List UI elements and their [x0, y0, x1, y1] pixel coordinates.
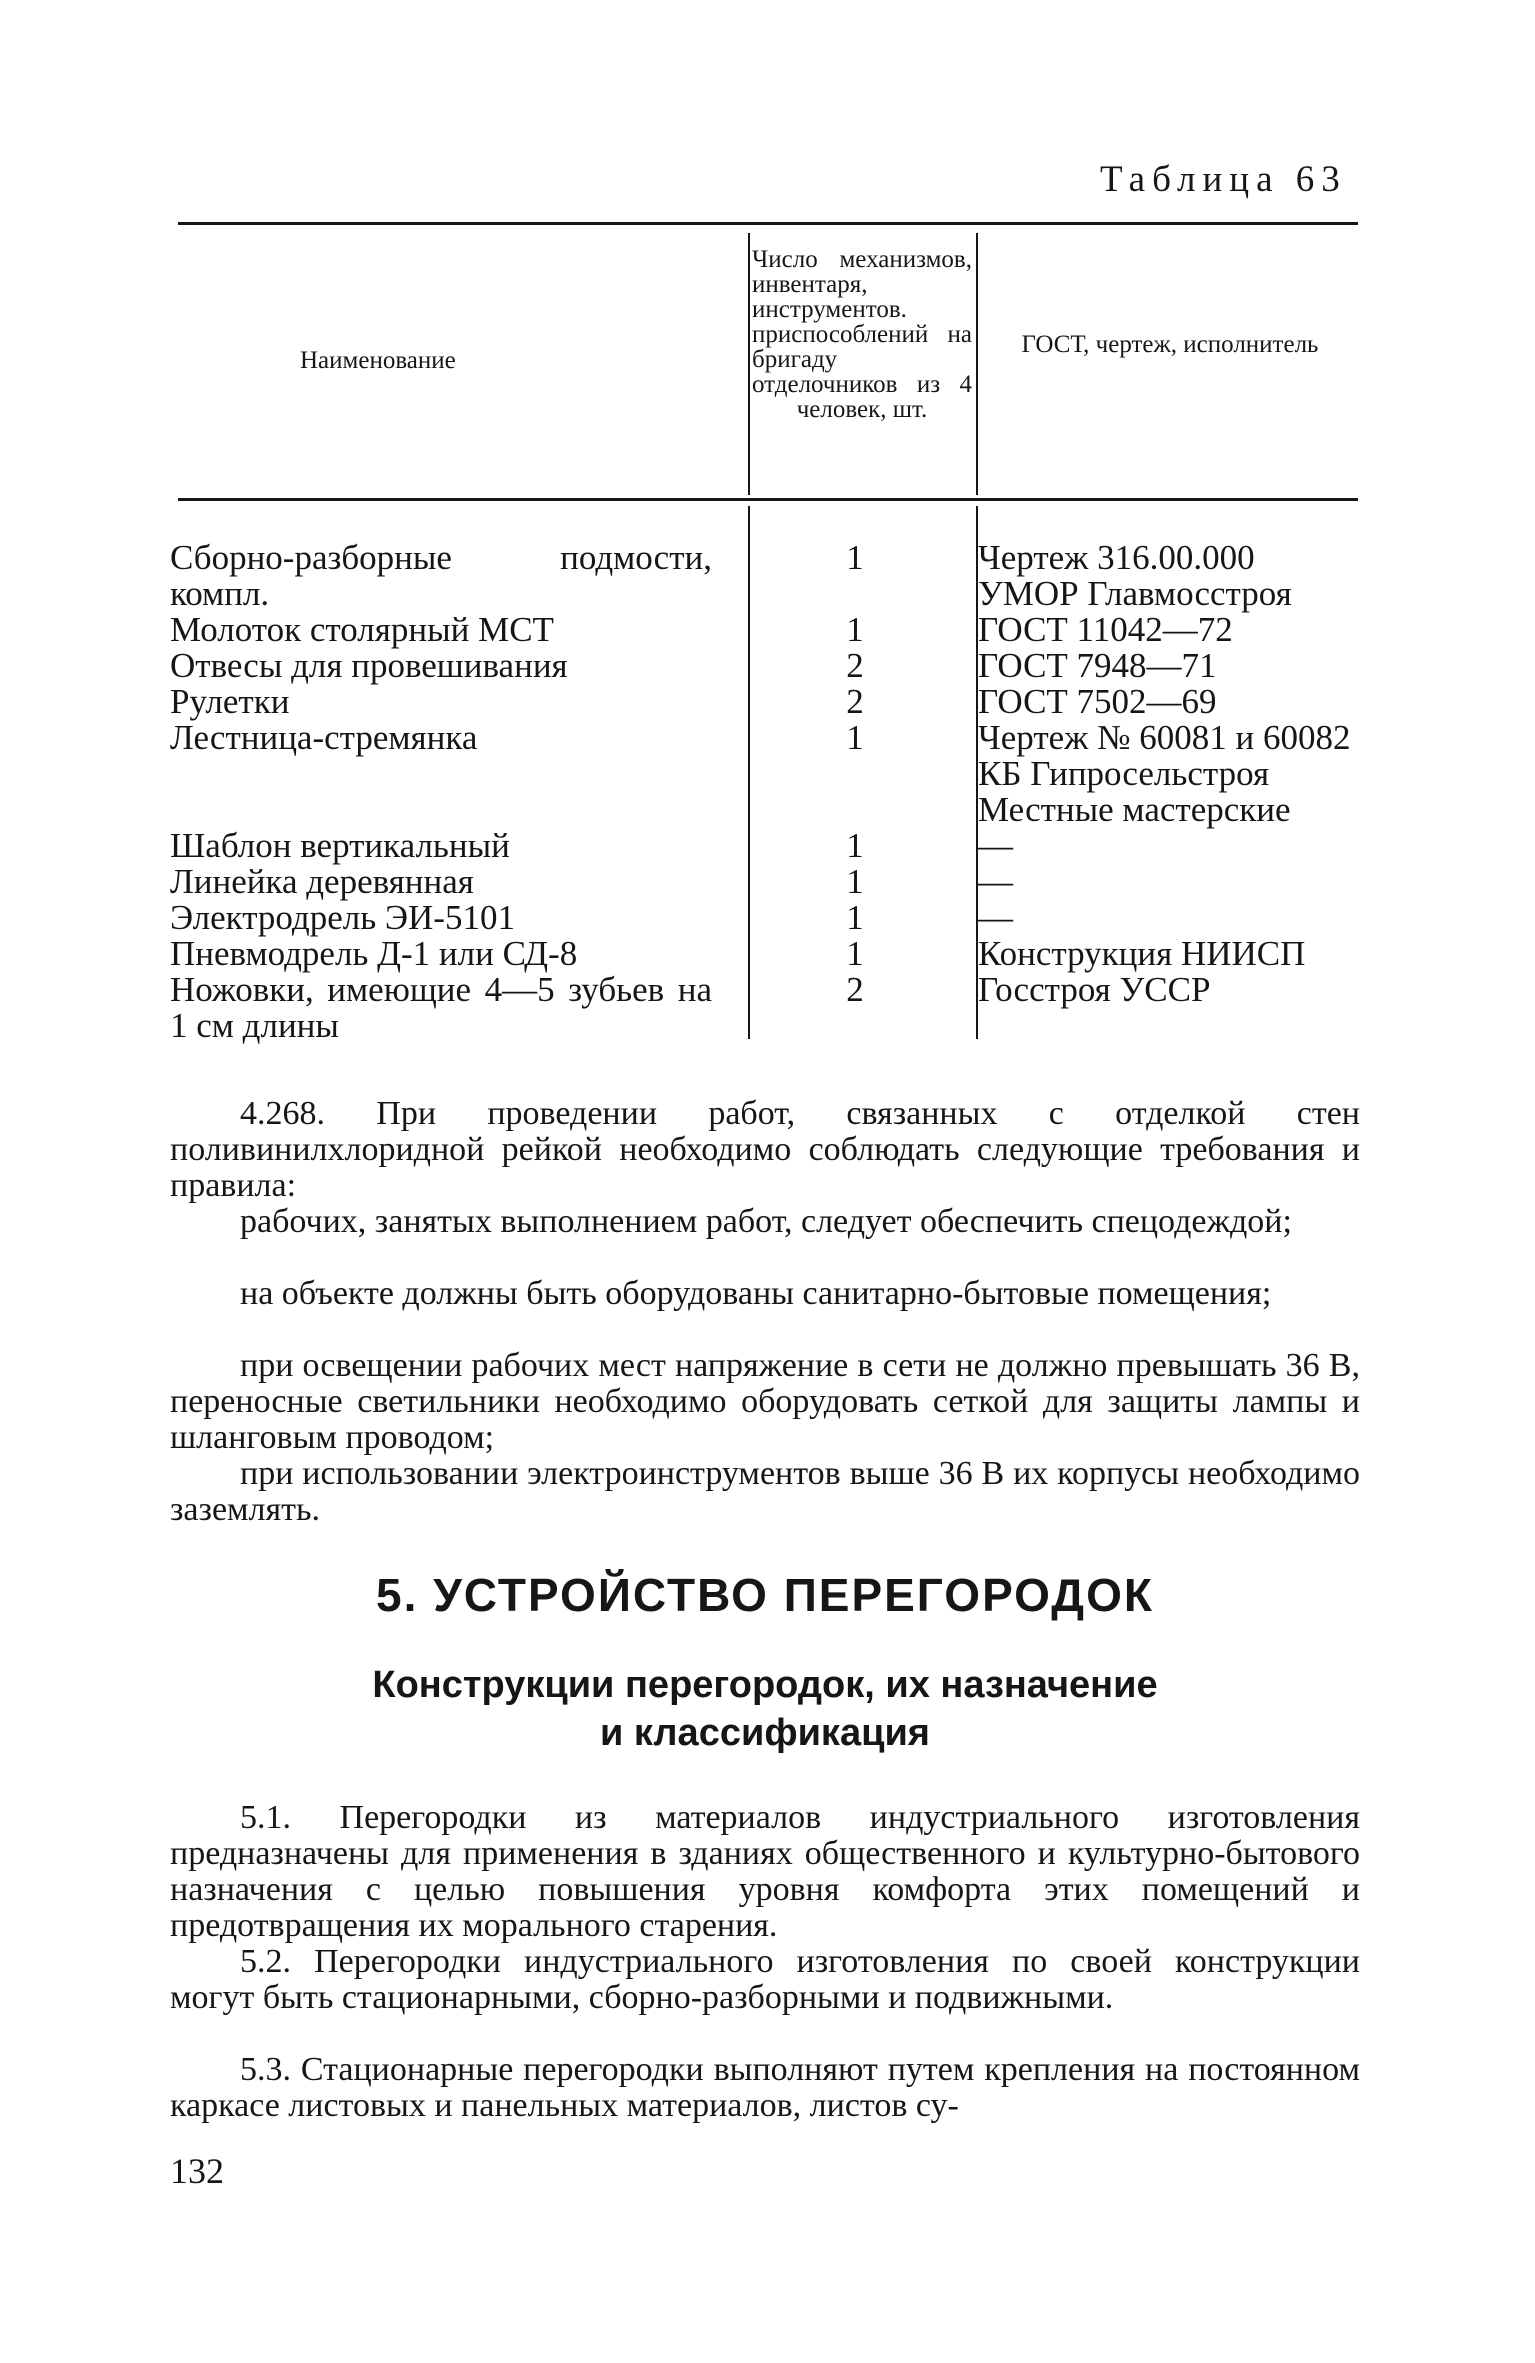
page-number: 132: [170, 2151, 224, 2191]
table-column-gost: Чертеж 316.00.000 УМОР Главмосстроя ГОСТ 11042—72 ГОСТ 7948—71 ГОСТ 7502—69 Чертеж № 60081 и 60082 КБ Гипросельстроя Местные мастерские — — — Конструкция НИИСП Госстроя УССР: [978, 538, 1351, 1009]
paragraph-list-item: при использовании электроинструментов выше 36 В их корпусы необходимо заземлять.: [170, 1455, 1360, 1528]
header-divider-left: [748, 233, 750, 495]
section-title: 5. УСТРОЙСТВО ПЕРЕГОРОДОК: [376, 1569, 1154, 1621]
column-header-count: Число механизмов, инвентаря, инструментов. приспособлений на бригаду отделочников из 4 человек, шт.: [752, 246, 972, 423]
paragraph-4-268: 4.268. При проведении работ, связанных с отделкой стен поливинилхлоридной рейкой необходимо соблюдать следующие требования и правила:: [170, 1095, 1360, 1204]
header-divider-right: [976, 233, 978, 495]
paragraph-5-2: 5.2. Перегородки индустриального изготовления по своей конструкции могут быть стационарными, сборно-разборными и подвижными.: [170, 1943, 1360, 2016]
table-caption: Таблица 63: [1100, 159, 1347, 200]
paragraph-list-item: на объекте должны быть оборудованы санитарно-бытовые помещения;: [240, 1275, 1272, 1312]
column-header-gost: ГОСТ, чертеж, исполнитель: [1021, 331, 1319, 358]
section-subtitle-line2: и классификация: [600, 1712, 930, 1754]
column-header-name: Наименование: [300, 347, 456, 374]
table-top-rule: [178, 222, 1358, 225]
paragraph-list-item: рабочих, занятых выполнением работ, следует обеспечить спецодеждой;: [240, 1203, 1292, 1240]
section-subtitle-line1: Конструкции перегородок, их назначение: [372, 1664, 1158, 1706]
paragraph-5-1: 5.1. Перегородки из материалов индустриального изготовления предназначены для применения в зданиях общественного и культурно-бытового назначения с целью повышения уровня комфорта этих помещений и предотвращения их морального старения.: [170, 1799, 1360, 1944]
table-column-count: 1 1 2 2 1 1 1 1 1 2: [846, 538, 864, 1009]
paragraph-list-item: при освещении рабочих мест напряжение в сети не должно превышать 36 В, переносные светильники необходимо оборудовать сеткой для защиты лампы и шланговым проводом;: [170, 1347, 1360, 1456]
table-column-name: Сборно-разборные подмости, компл. Молоток столярный МСТ Отвесы для провешивания Рулетки Лестница-стремянка Шаблон вертикальный Линейка деревянная Электродрель ЭИ-5101 Пневмодрель Д-1 или СД-8 Ножовки, имеющие 4—5 зубьев на 1 см длины: [170, 538, 712, 1045]
table-header-rule: [178, 498, 1358, 501]
paragraph-5-3: 5.3. Стационарные перегородки выполняют путем крепления на постоянном каркасе листовых и панельных материалов, листов су-: [170, 2051, 1360, 2124]
